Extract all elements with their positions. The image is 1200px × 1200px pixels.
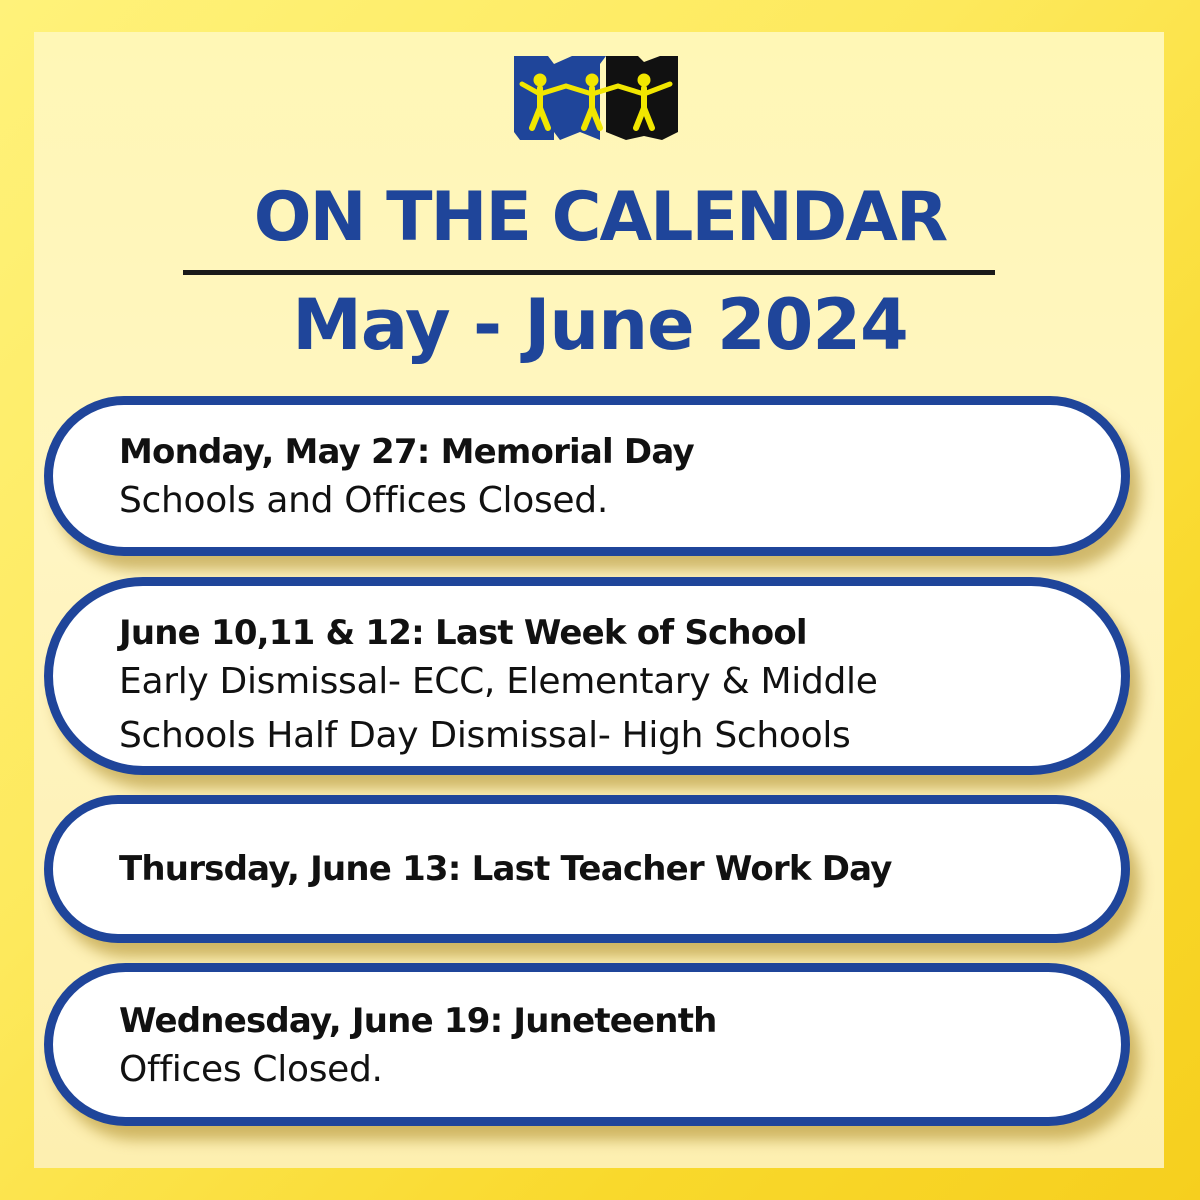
- event-detail-line: Offices Closed.: [119, 1049, 383, 1090]
- page-title: ON THE CALENDAR: [253, 178, 947, 257]
- event-detail-line: Schools and Offices Closed.: [119, 480, 608, 521]
- event-card-memorial-day: [44, 396, 1130, 556]
- event-heading: Thursday, June 13: Last Teacher Work Day: [119, 849, 892, 889]
- event-heading: Monday, May 27: Memorial Day: [119, 432, 694, 472]
- event-card-teacher-work-day: [44, 795, 1130, 943]
- event-heading: June 10,11 & 12: Last Week of School: [119, 613, 807, 653]
- date-range-subtitle: May - June 2024: [292, 284, 908, 366]
- event-card-last-week: [44, 577, 1130, 775]
- title-divider: [183, 270, 995, 275]
- district-logo: [510, 52, 682, 142]
- event-detail-line: Schools Half Day Dismissal- High Schools: [119, 715, 851, 756]
- event-heading: Wednesday, June 19: Juneteenth: [119, 1001, 717, 1041]
- event-detail-line: Early Dismissal- ECC, Elementary & Middle: [119, 661, 878, 702]
- event-card-juneteenth: [44, 963, 1130, 1126]
